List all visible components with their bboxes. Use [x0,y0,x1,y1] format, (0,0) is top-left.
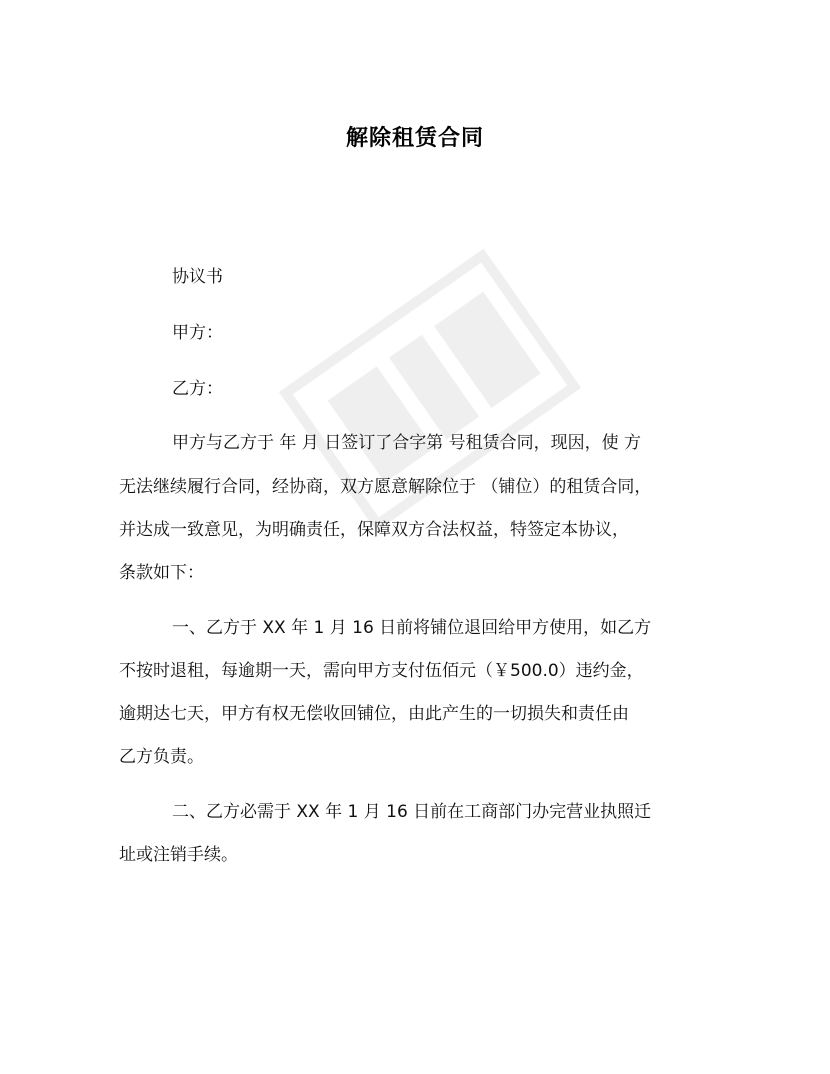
clause-1-line-2: 不按时退租，每逾期一天，需向甲方支付伍佰元（￥500.0）违约金， [119,661,644,681]
intro-line-4: 条款如下： [119,563,204,583]
clause-1-line-3: 逾期达七天，甲方有权无偿收回铺位，由此产生的一切损失和责任由 [119,704,629,724]
clause-1-line-1: 一、乙方于 XX 年 1 月 16 日前将铺位退回给甲方使用，如乙方 [172,618,652,638]
intro-line-3: 并达成一致意见，为明确责任，保障双方合法权益，特签定本协议， [119,520,629,540]
clause-1-line-4: 乙方负责。 [119,747,204,767]
clause-2-line-1: 二、乙方必需于 XX 年 1 月 16 日前在工商部门办完营业执照迁 [172,802,652,822]
party-b-label: 乙方： [172,379,223,399]
agreement-heading: 协议书 [172,267,223,287]
party-a-label: 甲方： [172,323,223,343]
clause-2-line-2: 址或注销手续。 [119,845,238,865]
intro-line-1: 甲方与乙方于 年 月 日签订了合字第 号租赁合同，现因，使 方 [172,433,642,453]
intro-line-2: 无法继续履行合同，经协商，双方愿意解除位于 （铺位）的租赁合同， [119,477,652,497]
document-title: 解除租赁合同 [345,126,484,151]
